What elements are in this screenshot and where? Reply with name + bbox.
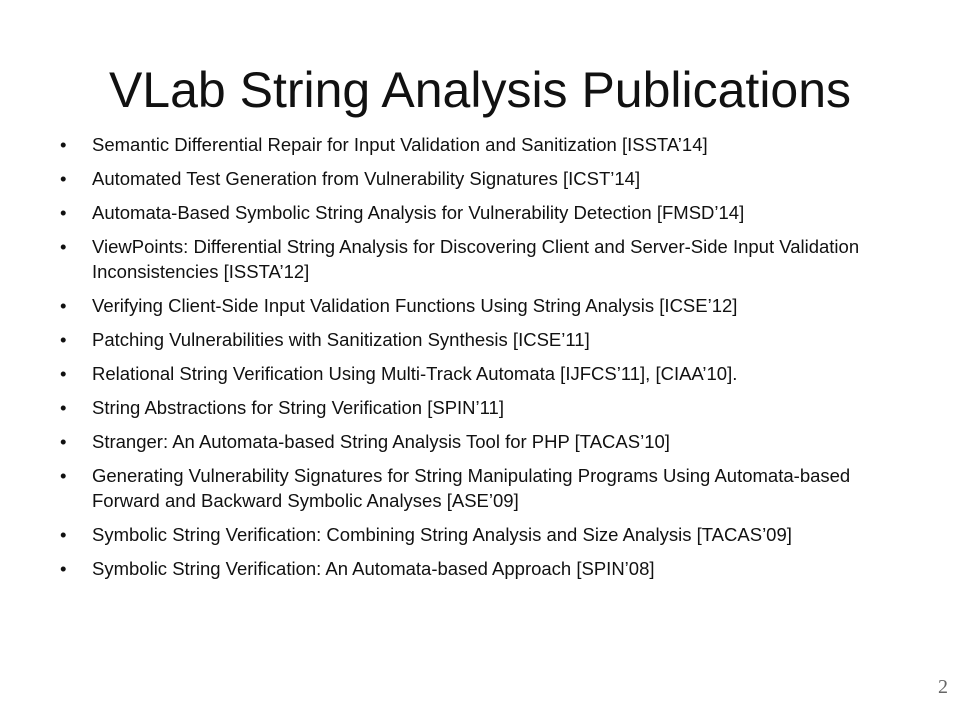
bullet-icon: • (60, 397, 67, 418)
bullet-icon: • (60, 168, 67, 189)
bullet-icon: • (60, 363, 67, 384)
publication-text: Verifying Client-Side Input Validation Functions Using String Analysis [ICSE’12] (92, 295, 738, 316)
publication-item (58, 522, 898, 547)
bullet-icon: • (60, 524, 67, 545)
publication-item (58, 234, 898, 284)
slide-title: VLab String Analysis Publications (108, 62, 852, 118)
publication-item (58, 361, 898, 386)
publication-text: Automata-Based Symbolic String Analysis for Vulnerability Detection [FMSD’14] (92, 202, 745, 223)
bullet-icon: • (60, 329, 67, 350)
publication-text: Symbolic String Verification: Combining String Analysis and Size Analysis [TACAS’09] (92, 524, 792, 545)
publication-text: Stranger: An Automata-based String Analysis Tool for PHP [TACAS’10] (92, 431, 670, 452)
publication-item (58, 166, 898, 191)
publication-item (58, 327, 898, 352)
bullet-icon: • (60, 558, 67, 579)
publication-list (58, 132, 898, 590)
publication-text: ViewPoints: Differential String Analysis for Discovering Client and Server-Side Input Validation Inconsistencies [ISSTA’12] (92, 236, 860, 282)
page-number: 2 (938, 676, 948, 698)
publication-item (58, 200, 898, 225)
publication-text: Automated Test Generation from Vulnerability Signatures [ICST’14] (92, 168, 641, 189)
publication-text: String Abstractions for String Verification [SPIN’11] (92, 397, 504, 418)
bullet-icon: • (60, 431, 67, 452)
publication-item (58, 556, 898, 581)
publication-text: Generating Vulnerability Signatures for String Manipulating Programs Using Automata-based Forward and Backward Symbolic Analyses [ASE’09] (92, 465, 851, 511)
publication-item (58, 429, 898, 454)
publication-text: Patching Vulnerabilities with Sanitization Synthesis [ICSE’11] (92, 329, 590, 350)
publication-item (58, 463, 898, 513)
publication-item (58, 293, 898, 318)
bullet-icon: • (60, 465, 67, 486)
bullet-icon: • (60, 295, 67, 316)
publication-item (58, 395, 898, 420)
publication-text: Symbolic String Verification: An Automata-based Approach [SPIN’08] (92, 558, 655, 579)
publication-text: Semantic Differential Repair for Input Validation and Sanitization [ISSTA’14] (92, 134, 708, 155)
bullet-icon: • (60, 202, 67, 223)
publication-text: Relational String Verification Using Multi-Track Automata [IJFCS’11], [CIAA’10]. (92, 363, 738, 384)
publication-item (58, 132, 898, 157)
bullet-icon: • (60, 134, 67, 155)
bullet-icon: • (60, 236, 67, 257)
